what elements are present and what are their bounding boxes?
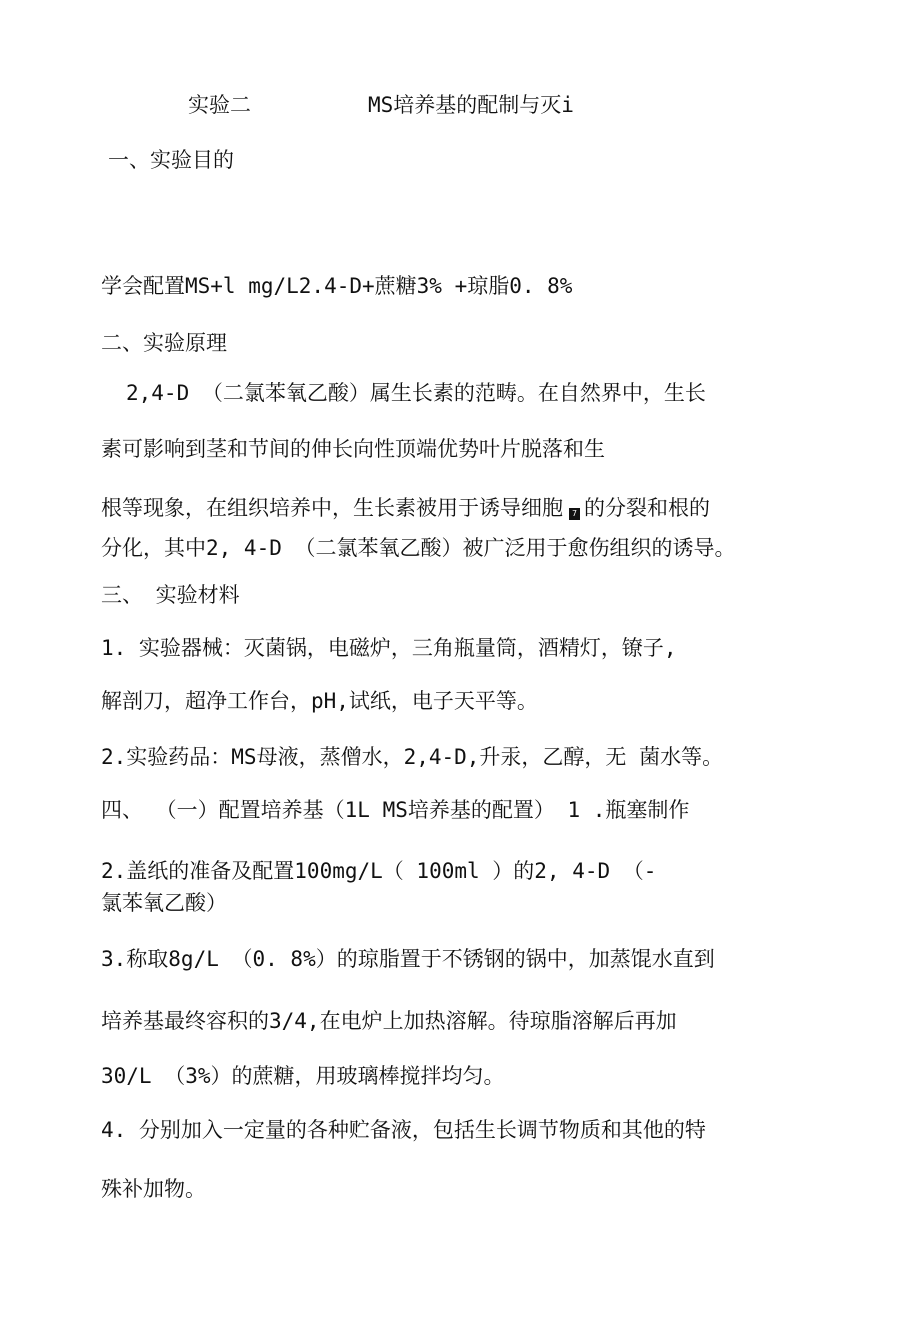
materials-item-2: 2.实验药品：MS母液，蒸僧水，2,4-D,升汞，乙醇，无 菌水等。 <box>101 745 724 769</box>
section-heading-purpose: 一、实验目的 <box>108 148 234 172</box>
section-heading-materials: 三、 实验材料 <box>101 583 240 607</box>
procedure-step-4-line-2: 殊补加物。 <box>101 1177 206 1201</box>
paragraph-principle-line-3-end: 的分裂和根的 <box>584 496 710 520</box>
procedure-step-2-line-2: 氯苯氧乙酸） <box>101 891 227 915</box>
paragraph-purpose: 学会配置MS+l mg/L2.4-D+蔗糖3% +琼脂0. 8% <box>101 274 573 298</box>
inline-mark-icon: 7 <box>569 508 580 520</box>
title-experiment-name: MS培养基的配制与灭i <box>368 93 574 117</box>
title-experiment-number: 实验二 <box>188 93 251 117</box>
procedure-step-3-line-1: 3.称取8g/L （0. 8%）的琼脂置于不锈钢的锅中，加蒸馄水直到 <box>101 947 715 971</box>
paragraph-principle-line-3 <box>101 495 710 521</box>
paragraph-principle-line-1: 2,4-D （二氯苯氧乙酸）属生长素的范畴。在自然界中，生长 <box>126 381 706 405</box>
procedure-step-4-line-1: 4. 分别加入一定量的各种贮备液，包括生长调节物质和其他的特 <box>101 1118 706 1142</box>
materials-item-1-line-1: 1. 实验器械：灭菌锅，电磁炉，三角瓶量筒，酒精灯，镣子, <box>101 636 677 660</box>
procedure-step-3-line-2: 培养基最终容积的3/4,在电炉上加热溶解。待琼脂溶解后再加 <box>101 1009 677 1033</box>
section-heading-principle: 二、实验原理 <box>101 331 227 355</box>
section-heading-procedure: 四、 （一）配置培养基（1L MS培养基的配置） 1 .瓶塞制作 <box>101 798 690 822</box>
paragraph-principle-line-2: 素可影响到茎和节间的伸长向性顶端优势叶片脱落和生 <box>101 437 605 461</box>
paragraph-principle-line-3-start: 根等现象，在组织培养中，生长素被用于诱导细胞 <box>101 496 563 520</box>
paragraph-principle-line-4: 分化，其中2, 4-D （二氯苯氧乙酸）被广泛用于愈伤组织的诱导。 <box>101 536 736 560</box>
materials-item-1-line-2: 解剖刀，超净工作台，pH,试纸，电子天平等。 <box>101 689 538 713</box>
procedure-step-2-line-1: 2.盖纸的准备及配置100mg/L（ 100ml ）的2, 4-D （- <box>101 859 657 883</box>
procedure-step-3-line-3: 30/L （3%）的蔗糖，用玻璃棒搅拌均匀。 <box>101 1064 505 1088</box>
